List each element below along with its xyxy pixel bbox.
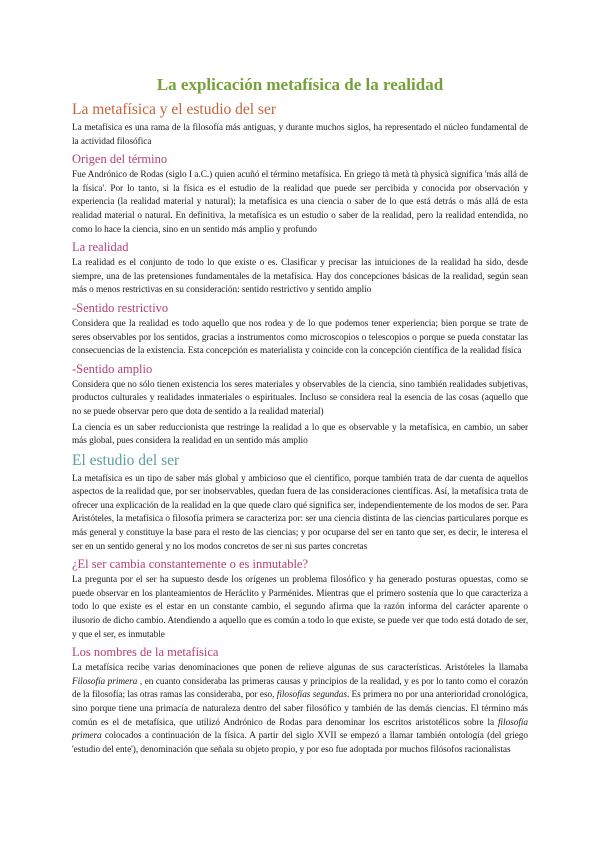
paragraph: Fue Andrónico de Rodas (siglo I a.C.) quien acuñó el término metafísica. En griego tà metà tà physicà significa 'más allá de la física'. Por lo tanto, si la física es el estudio de la realidad que puede ser percibida y conocida por observación y experiencia (la realidad material y natural); la metafísica es una ciencia o saber de lo que está detrás o más allá de esta realidad material o natural. En definitiva, la metafísica es un estudio o saber de la realidad, pero la realidad entendida, no como lo hace la ciencia, sino en un sentido más amplio y profundo <box>72 170 528 235</box>
italic-term: Filosofía primera <box>72 676 138 687</box>
paragraph: La metafísica es una rama de la filosofía más antiguas, y durante muchos siglos, ha representado el núcleo fundamental de la actividad filosófica <box>72 123 528 147</box>
paragraph: La ciencia es un saber reduccionista que restringe la realidad a lo que es observable y la metafísica, en cambio, un saber más global, pues considera la realidad en un sentido más amplio <box>72 422 528 447</box>
subsection-heading: ¿El ser cambia constantemente o es inmutable? <box>72 557 309 572</box>
section-heading: La metafísica y el estudio del ser <box>72 101 277 118</box>
paragraph: Considera que la realidad es todo aquello que nos rodea y de lo que podemos tener experiencia; bien porque se trate de seres observables por los sentidos, gracias a instrumentos como microscopios o telescopios o porque se pueda constatar las consecuencias de la existencia. Esta concepción es materialista y coincide con la concepción científica de la realidad física <box>72 318 528 357</box>
italic-term: filosofía primera <box>72 717 528 742</box>
paragraph: La realidad es el conjunto de todo lo que existe o es. Clasificar y precisar las intuiciones de la realidad ha sido, desde siempre, una de las pretensiones fundamentales de la metafísica. Hay dos concepciones básicas de la realidad, según sean más o menos restrictivas en su consideración: sentido restrictivo y sentido amplio <box>72 258 528 296</box>
subsection-heading: Los nombres de la metafísica <box>72 645 219 660</box>
text-run: . Es primera no por una anterioridad cronológica, sino porque tiene una primacía de naturaleza dentro del saber filosófico y también de las demás ciencias. El término más común es el de metafísica, que utilizó Andrónico de Rodas para denominar los escritos aristotélicos sobre la <box>72 690 528 728</box>
paragraph <box>72 662 528 757</box>
subsection-heading: Origen del término <box>72 152 168 167</box>
text-run: La metafísica recibe varias denominaciones que ponen de relieve algunas de sus características. Aristóteles la llamaba <box>72 663 528 674</box>
subsection-heading: -Sentido amplio <box>72 361 153 376</box>
document-title: La explicación metafísica de la realidad <box>156 75 444 94</box>
italic-term: filosofías segundas <box>276 690 347 701</box>
section-heading: El estudio del ser <box>72 451 180 469</box>
paragraph: La metafísica es un tipo de saber más global y ambicioso que el científico, porque también trata de dar cuenta de aquellos aspectos de la realidad que, por ser inobservables, quedan fuera de las consideraciones científicas. Así, la metafísica trata de ofrecer una explicación de la realidad en la que quede claro qué significa ser, independientemente de los modos de ser. Para Aristóteles, la metafísica o filosofía primera se caracteriza por: ser una ciencia distinta de las ciencias particulares porque es más general y constituye la base para el resto de las ciencias; y por ocuparse del ser en tanto que ser, es decir, le interesa el ser en un sentido general y no los modos concretos de ser ni sus partes concretas <box>72 473 528 552</box>
paragraph: La pregunta por el ser ha supuesto desde los orígenes un problema filosófico y ha generado posturas opuestas, como se puede observar en los planteamientos de Heráclito y Parménides. Mientras que el primero sostenía que lo que caracteriza a todo lo que existe es el estar en un constante cambio, el segundo afirma que la razón informa del carácter aparente o ilusorio de dicho cambio. Atendiendo a aquello que es común a todo lo que existe, se puede ver que todo está dotado de ser, y que el ser, es inmutable <box>72 575 528 640</box>
subsection-heading: -Sentido restrictivo <box>72 300 169 315</box>
text-run: colocados a continuación de la física. A partir del siglo XVII se empezó a llamar también ontología (del griego 'estudio del ente'), denominación que señala su objeto propio, y por eso fue adoptada por muchos filósofos racionalistas <box>72 731 528 755</box>
paragraph: Considera que no sólo tienen existencia los seres materiales y observables de la ciencia, sino también realidades subjetivas, productos culturales y realidades inmateriales o espirituales. Incluso se considera real la esencia de las cosas (aquello que no se puede observar pero que dota de sentido a la realidad material) <box>72 379 528 417</box>
subsection-heading: La realidad <box>72 240 129 255</box>
text-run: , en cuanto consideraba las primeras causas y principios de la realidad, y es por lo tanto como el corazón de la filosofía; las otras ramas las consideraba, por eso, <box>72 676 529 701</box>
